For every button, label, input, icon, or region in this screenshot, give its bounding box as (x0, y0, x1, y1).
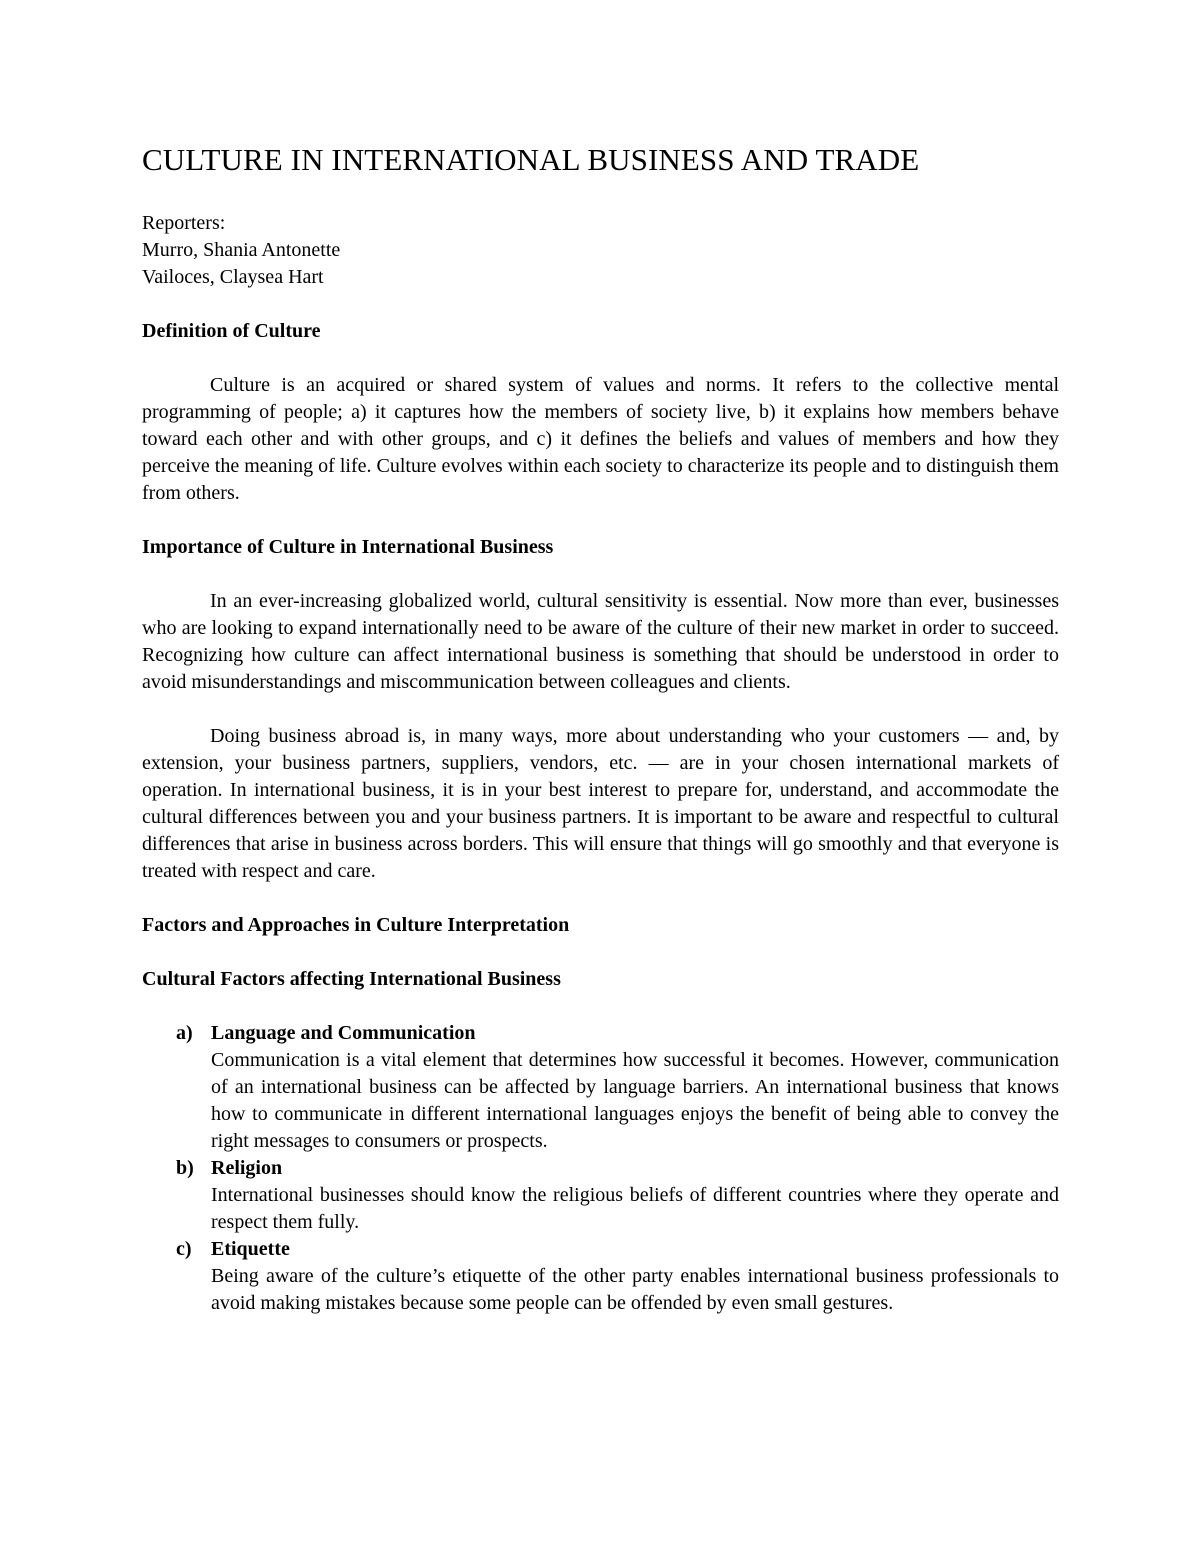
reporters-block (142, 210, 1059, 291)
factors-list (142, 1020, 1059, 1317)
list-item (142, 1155, 1059, 1236)
paragraph: In an ever-increasing globalized world, cultural sensitivity is essential. Now more than ever, businesses who are looking to expand internationally need to be aware of the culture of their new market in order to succeed. Recognizing how culture can affect international business is something that should be understood in order to avoid misunderstandings and miscommunication between colleagues and clients. (142, 590, 1059, 693)
list-item-title: Religion (211, 1157, 283, 1179)
reporter-name: Murro, Shania Antonette (142, 239, 341, 261)
section-heading-factors-approaches: Factors and Approaches in Culture Interpretation (142, 914, 570, 936)
reporters-label: Reporters: (142, 212, 226, 234)
list-marker: c) (176, 1238, 192, 1260)
list-item (142, 1020, 1059, 1155)
list-item-title: Etiquette (211, 1238, 290, 1260)
paragraph: Doing business abroad is, in many ways, more about understanding who your customers — and, by extension, your business partners, suppliers, vendors, etc. — are in your chosen international markets of operation. In international business, it is in your best interest to prepare for, understand, and accommodate the cultural differences between you and your business partners. It is important to be aware and respectful to cultural differences that arise in business across borders. This will ensure that things will go smoothly and that everyone is treated with respect and care. (142, 725, 1059, 882)
list-item-text: International businesses should know the religious beliefs of different countries where they operate and respect them fully. (211, 1184, 1059, 1233)
document-page (142, 138, 1059, 1317)
list-item-text: Being aware of the culture’s etiquette of the other party enables international business professionals to avoid making mistakes because some people can be offended by even small gestures. (211, 1265, 1059, 1314)
list-marker: b) (176, 1157, 194, 1179)
section-heading-importance: Importance of Culture in International Business (142, 536, 554, 558)
list-marker: a) (176, 1022, 193, 1044)
document-title: CULTURE IN INTERNATIONAL BUSINESS AND TRADE (142, 142, 920, 177)
section-heading-definition: Definition of Culture (142, 320, 321, 342)
section-heading-cultural-factors: Cultural Factors affecting International Business (142, 968, 561, 990)
list-item (142, 1236, 1059, 1317)
paragraph: Culture is an acquired or shared system of values and norms. It refers to the collective mental programming of people; a) it captures how the members of society live, b) it explains how members behave toward each other and with other groups, and c) it defines the beliefs and values of members and how they perceive the meaning of life. Culture evolves within each society to characterize its people and to distinguish them from others. (142, 374, 1059, 504)
reporter-name: Vailoces, Claysea Hart (142, 266, 324, 288)
list-item-text: Communication is a vital element that determines how successful it becomes. However, communication of an international business can be affected by language barriers. An international business that knows how to communicate in different international languages enjoys the benefit of being able to convey the right messages to consumers or prospects. (211, 1049, 1059, 1152)
list-item-title: Language and Communication (211, 1022, 476, 1044)
